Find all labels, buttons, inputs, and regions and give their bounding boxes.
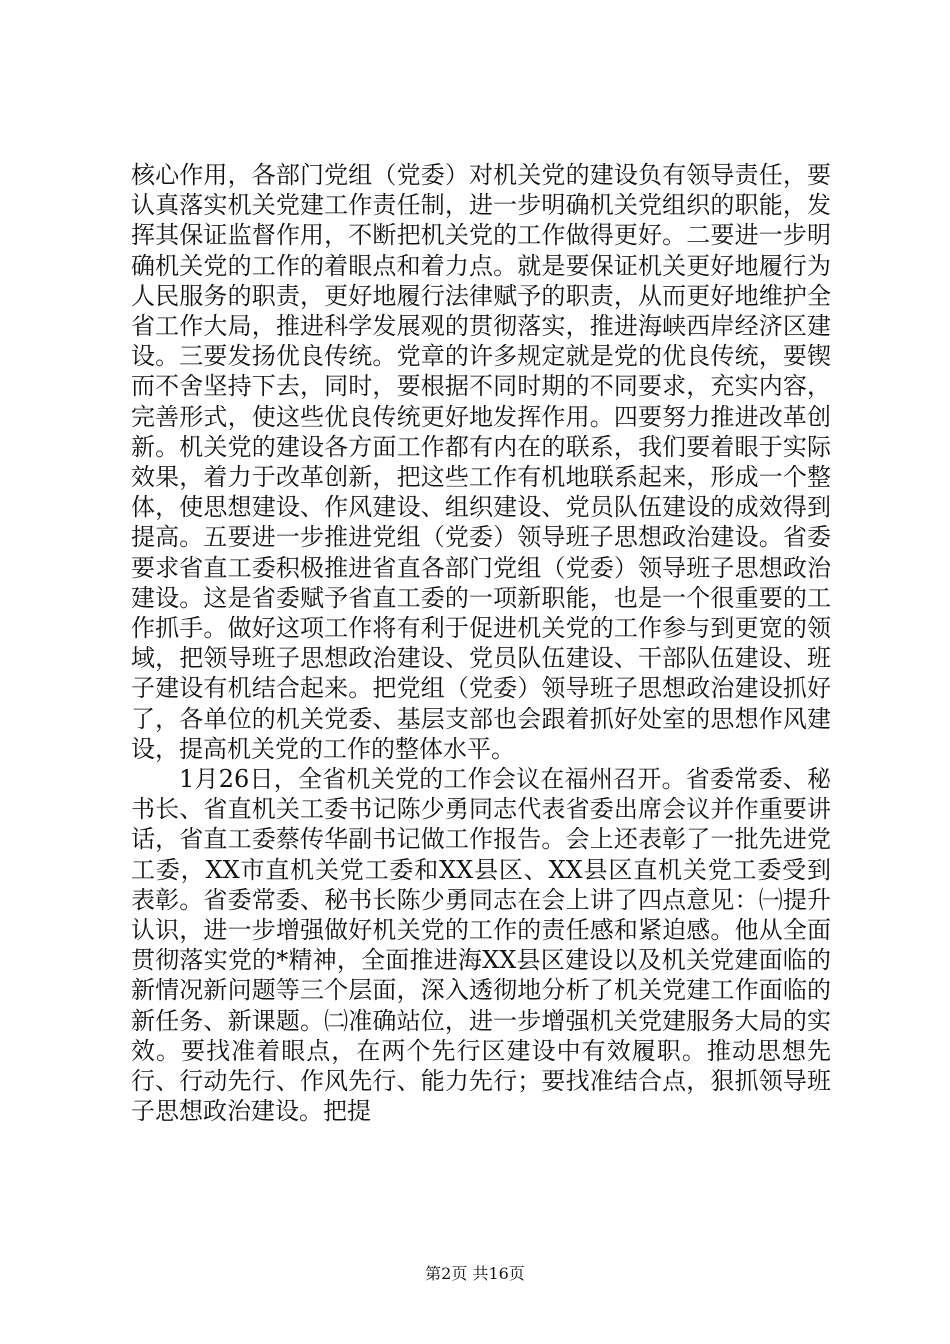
page-footer: 第2页 共16页 <box>425 1264 525 1283</box>
paragraph-continuation: 核心作用，各部门党组（党委）对机关党的建设负有领导责任，要认真落实机关党建工作责任制，进一步明确机关党组织的职能，发挥其保证监督作用，不断把机关党的工作做得更好。二要进一步明确机关党的工作的着眼点和着力点。就是要保证机关更好地履行为人民服务的职责，更好地履行法律赋予的职责，从而更好地维护全省工作大局，推进科学发展观的贯彻落实，推进海峡西岸经济区建设。三要发扬优良传统。党章的许多规定就是党的优良传统，要锲而不舍坚持下去，同时，要根据不同时期的不同要求，充实内容，完善形式，使这些优良传统更好地发挥作用。四要努力推进改革创新。机关党的建设各方面工作都有内在的联系，我们要着眼于实际效果，着力于改革创新，把这些工作有机地联系起来，形成一个整体，使思想建设、作风建设、组织建设、党员队伍建设的成效得到提高。五要进一步推进党组（党委）领导班子思想政治建设。省委要求省直工委积极推进省直各部门党组（党委）领导班子思想政治建设。这是省委赋予省直工委的一项新职能，也是一个很重要的工作抓手。做好这项工作将有利于促进机关党的工作参与到更宽的领域，把领导班子思想政治建设、党员队伍建设、干部队伍建设、班子建设有机结合起来。把党组（党委）领导班子思想政治建设抓好了，各单位的机关党委、基层支部也会跟着抓好处室的思想作风建设，提高机关党的工作的整体水平。 <box>131 161 831 763</box>
paragraph-meeting: 1月26日，全省机关党的工作会议在福州召开。省委常委、秘书长、省直机关工委书记陈少勇同志代表省委出席会议并作重要讲话，省直工委蔡传华副书记做工作报告。会上还表彰了一批先进党工委，XX市直机关党工委和XX县区、XX县区直机关党工委受到表彰。省委常委、秘书长陈少勇同志在会上讲了四点意见：㈠提升认识，进一步增强做好机关党的工作的责任感和紧迫感。他从全面贯彻落实党的*精神，全面推进海XX县区建设以及机关党建面临的新情况新问题等三个层面，深入透彻地分析了机关党建工作面临的新任务、新课题。㈡准确站位，进一步增强机关党建服务大局的实效。要找准着眼点，在两个先行区建设中有效履职。推动思想先行、行动先行、作风先行、能力先行；要找准结合点，狠抓领导班子思想政治建设。把提 <box>131 765 831 1126</box>
body-text <box>131 160 831 1127</box>
